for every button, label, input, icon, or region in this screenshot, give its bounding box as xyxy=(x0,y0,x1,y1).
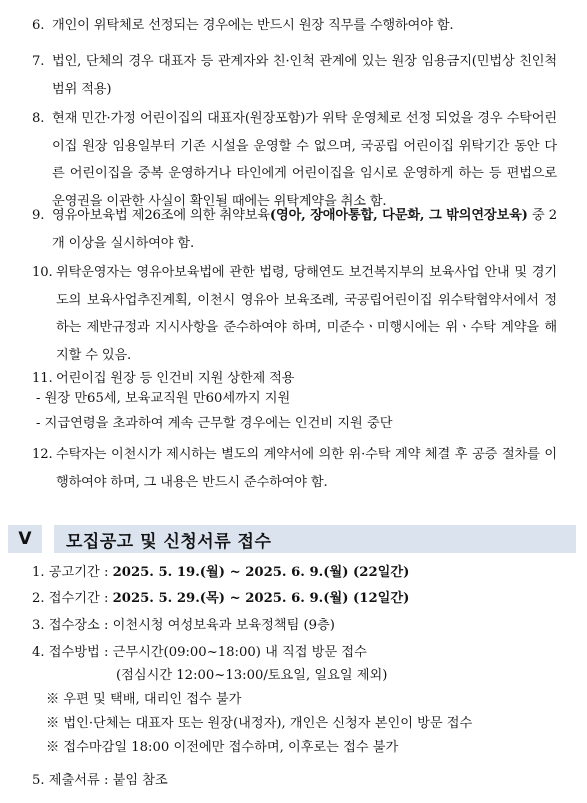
section-title: 모집공고 및 신청서류 접수 xyxy=(54,525,576,553)
item-number: 12. xyxy=(32,447,53,462)
item-7 xyxy=(32,48,557,103)
item-text: 현재 민간·가정 어린이집의 대표자(원장포함)가 위탁 운영체로 선정 되었을 경우 수탁어린이집 원장 임용일부터 기존 시설을 운영할 수 없으며, 국공립 어린이집 위탁기간 동안 다른 어린이집을 중복 운영하거나 타인에게 어린이집을 임시로 운영하게 하는 등 편법으로 운영권을 이관한 사실이 확인될 때에는 위탁계약을 취소 함. xyxy=(52,111,557,209)
item-number: 9. xyxy=(32,208,45,223)
item-text-regular: 중 2개 이상을 실시하여야 함. xyxy=(52,208,557,251)
item-6 xyxy=(32,12,557,40)
method-detail: (점심시간 12:00~13:00/토요일, 일요일 제외) xyxy=(116,668,388,683)
item-12 xyxy=(32,441,557,496)
item-label: 접수기간 : xyxy=(48,591,113,606)
item-value: 붙임 참조 xyxy=(112,773,168,788)
item-9 xyxy=(32,202,557,257)
item-10 xyxy=(32,259,557,369)
item-number: 8. xyxy=(32,111,45,126)
item-8 xyxy=(32,105,557,215)
item-11-sub: - 원장 만65세, 보육교직원 만60세까지 지원 xyxy=(36,391,291,406)
item-number: 1. xyxy=(32,565,45,580)
recruit-item-1 xyxy=(32,562,409,584)
item-value: 이천시청 여성보육과 보육정책팀 (9층) xyxy=(112,618,335,633)
item-number: 2. xyxy=(32,591,45,606)
item-label: 접수장소 : xyxy=(48,618,113,633)
recruit-item-3 xyxy=(32,615,335,637)
note-line: ※ 접수마감일 18:00 이전에만 접수하며, 이후로는 접수 불가 xyxy=(46,740,399,755)
item-text: 위탁운영자는 영유아보육법에 관한 법령, 당해연도 보건복지부의 보육사업 안내 및 경기도의 보육사업추진계획, 이천시 영유아 보육조례, 국공립어린이집 위수탁협약서에서 정하는 제반규정과 지시사항을 준수하여야 하며, 미준수ㆍ미행시에는 위ㆍ수탁 계약을 해지할 수 있음. xyxy=(56,265,557,363)
item-value: 근무시간(09:00~18:00) 내 직접 방문 접수 xyxy=(112,645,367,660)
item-text: 법인, 단체의 경우 대표자 등 관계자와 친·인척 관계에 있는 원장 임용금지(민법상 친인척 범위 적용) xyxy=(52,54,557,97)
item-text-bold: (영아, 장애아통합, 다문화, 그 밖의연장보육) xyxy=(269,208,528,223)
recruit-item-5 xyxy=(32,770,168,792)
item-value: 2025. 5. 19.(월) ~ 2025. 6. 9.(월) (22일간) xyxy=(112,565,410,580)
section-number: V xyxy=(8,525,42,553)
item-number: 11. xyxy=(32,371,53,386)
note-line: ※ 법인·단체는 대표자 또는 원장(내정자), 개인은 신청자 본인이 방문 접수 xyxy=(46,716,473,731)
section-header xyxy=(8,525,576,553)
item-text-regular: 영유아보육법 제26조에 의한 취약보육 xyxy=(52,208,270,223)
item-value: 2025. 5. 29.(목) ~ 2025. 6. 9.(월) (12일간) xyxy=(112,591,410,606)
item-11-sub: - 지급연령을 초과하여 계속 근무할 경우에는 인건비 지원 중단 xyxy=(36,416,393,431)
item-number: 4. xyxy=(32,645,45,660)
note-line: ※ 우편 및 택배, 대리인 접수 불가 xyxy=(46,692,242,707)
recruit-item-2 xyxy=(32,588,409,610)
item-number: 3. xyxy=(32,618,45,633)
item-label: 제출서류 : xyxy=(48,773,113,788)
item-label: 접수방법 : xyxy=(48,645,113,660)
item-text: 개인이 위탁체로 선정되는 경우에는 반드시 원장 직무를 수행하여야 함. xyxy=(52,18,454,33)
item-label: 공고기간 : xyxy=(48,565,113,580)
item-number: 6. xyxy=(32,18,45,33)
item-number: 10. xyxy=(32,265,53,280)
item-text: 수탁자는 이천시가 제시하는 별도의 계약서에 의한 위·수탁 계약 체결 후 공증 절차를 이행하여야 하며, 그 내용은 반드시 준수하여야 함. xyxy=(56,447,557,490)
item-number: 5. xyxy=(32,773,45,788)
item-text xyxy=(52,202,557,257)
item-text: 어린이집 원장 등 인건비 지원 상한제 적용 xyxy=(56,371,295,386)
item-number: 7. xyxy=(32,54,45,69)
recruit-item-4 xyxy=(32,642,367,664)
